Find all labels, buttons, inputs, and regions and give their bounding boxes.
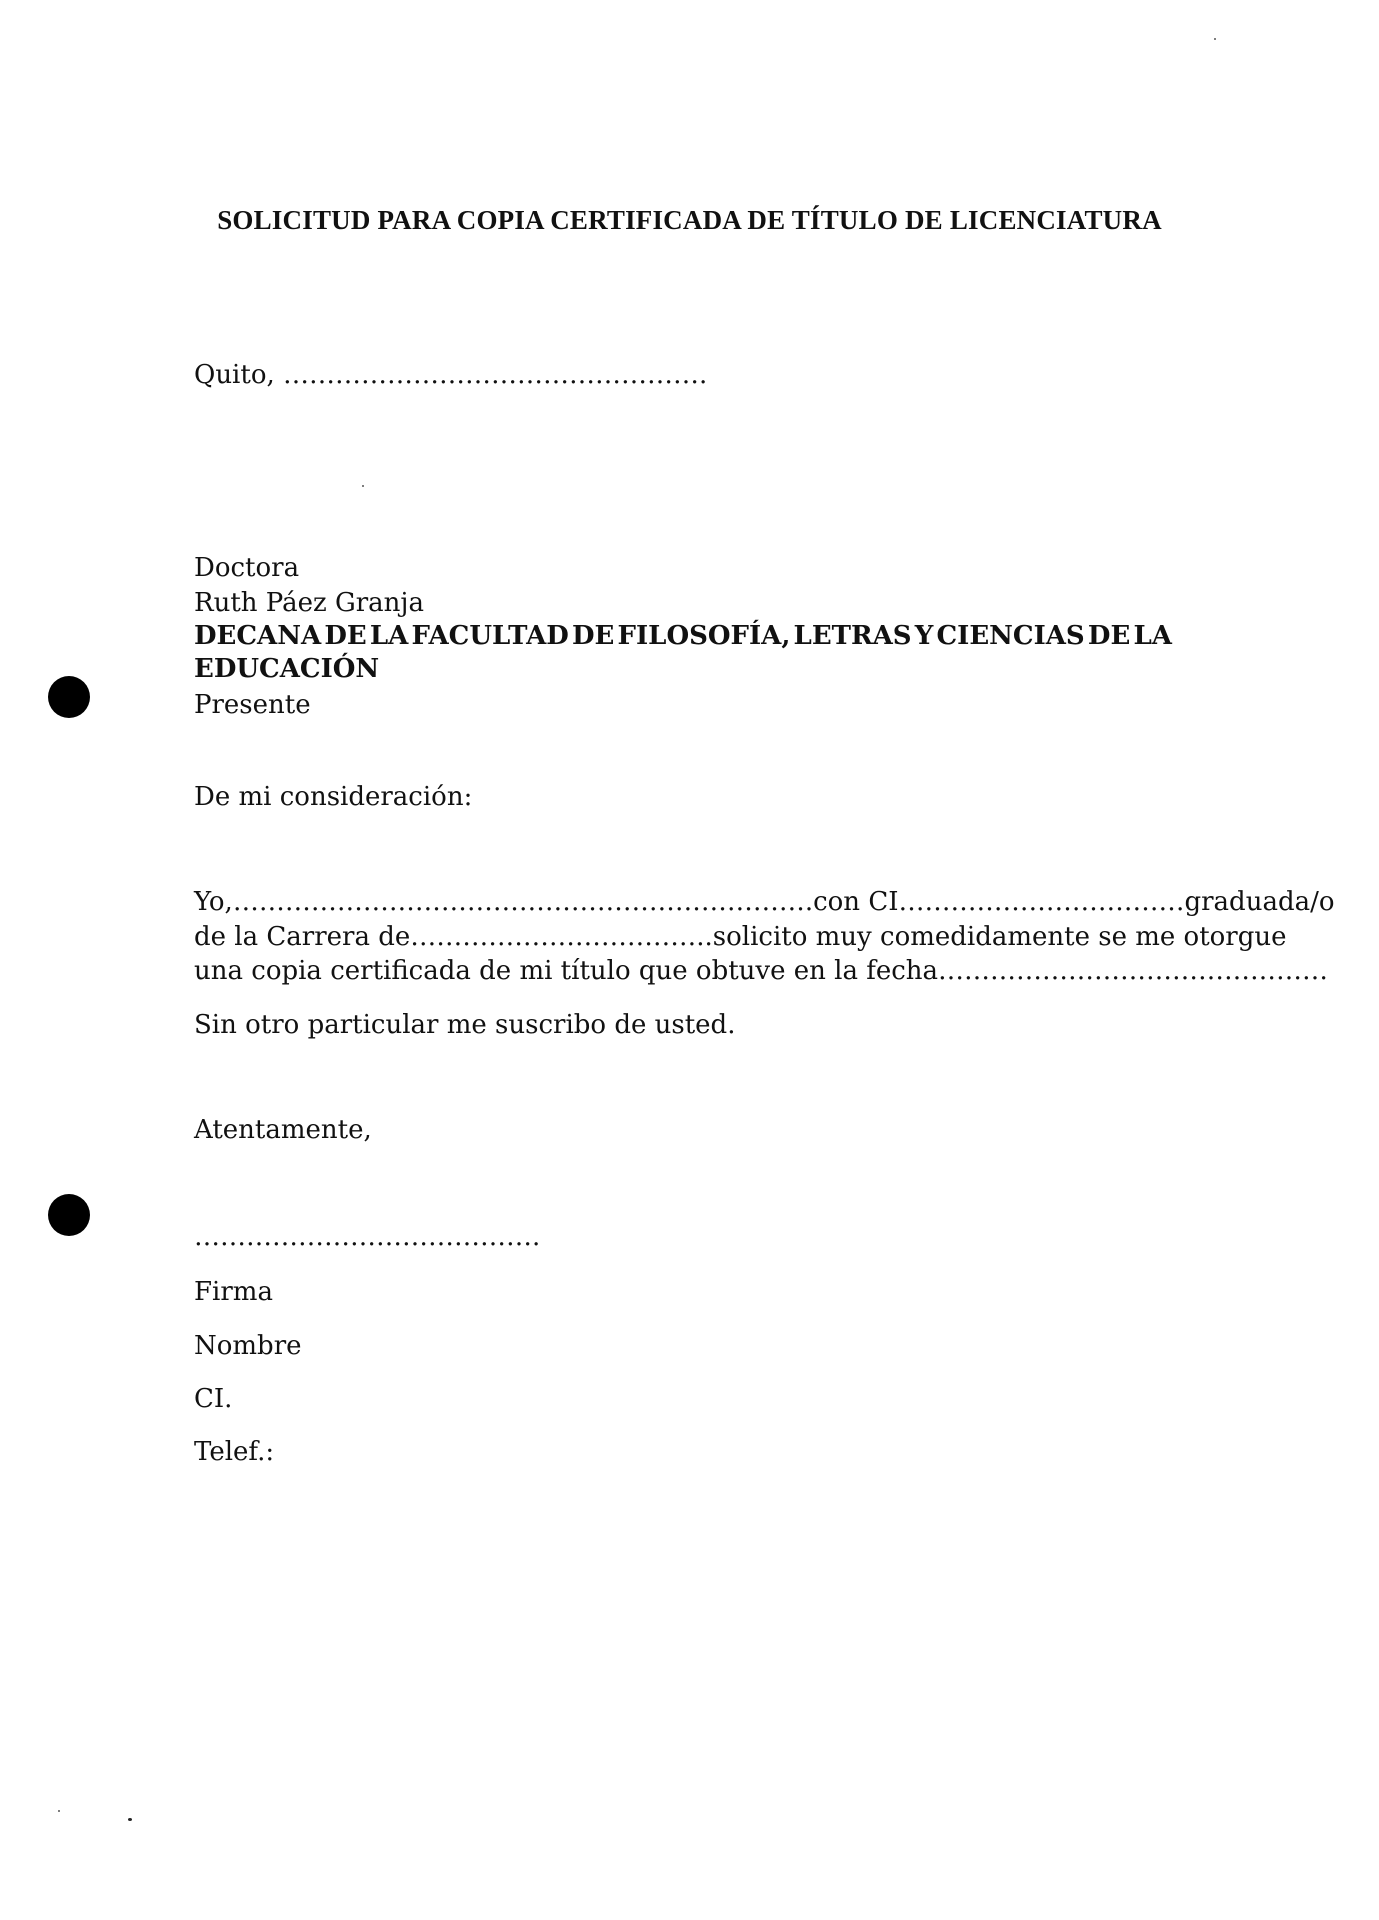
position-word: DE	[572, 621, 615, 651]
position-word: FILOSOFÍA,	[617, 621, 791, 651]
name-blank: Yo,………………………………………………………….	[194, 887, 814, 917]
recipient-salutation: Doctora	[194, 553, 300, 583]
body-line-1	[194, 887, 1335, 917]
punch-hole-top	[48, 676, 90, 718]
position-word: LETRAS	[793, 621, 912, 651]
position-word: FACULTAD	[411, 621, 569, 651]
signature-field-ci: CI.	[194, 1384, 233, 1414]
position-word: LA	[1133, 621, 1172, 651]
position-word: DE	[1087, 621, 1131, 651]
ci-blank: con CI……………………………	[813, 887, 1185, 917]
signature-field-firma: Firma	[194, 1277, 273, 1307]
sign-off: Atentamente,	[194, 1115, 372, 1145]
position-word: LA	[369, 621, 409, 651]
scan-speck	[362, 485, 364, 487]
recipient-closing: Presente	[194, 690, 311, 720]
position-word: DE	[324, 621, 367, 651]
greeting: De mi consideración:	[194, 782, 473, 812]
request-text: solicito muy comedidamente se me otorgue	[712, 922, 1287, 952]
signature-field-nombre: Nombre	[194, 1331, 302, 1361]
closing-line: Sin otro particular me suscribo de usted.	[194, 1010, 736, 1040]
recipient-position-line2: EDUCACIÓN	[194, 654, 380, 684]
position-word: Y	[914, 621, 934, 651]
career-blank: de la Carrera de……………………………..	[194, 922, 713, 952]
body-line-3: una copia certificada de mi título que obtuve en la fecha………………………………………	[194, 956, 1329, 986]
recipient-name: Ruth Páez Granja	[194, 588, 424, 618]
document-title: SOLICITUD PARA COPIA CERTIFICADA DE TÍTULO DE LICENCIATURA	[217, 205, 1162, 235]
signature-field-telef: Telef.:	[194, 1437, 275, 1467]
recipient-position-line1	[194, 621, 1172, 651]
punch-hole-bottom	[48, 1194, 90, 1236]
position-word: CIENCIAS	[936, 621, 1085, 651]
scan-speck	[128, 1818, 132, 1821]
place-date-line: Quito, ………………………………………….	[194, 360, 708, 390]
position-word: DECANA	[194, 621, 322, 651]
body-line-2	[194, 922, 1287, 952]
signature-line: ………………………………….	[194, 1222, 541, 1252]
graduate-label: graduada/o	[1184, 887, 1335, 917]
scan-speck	[1214, 38, 1216, 40]
scan-speck	[58, 1810, 60, 1812]
